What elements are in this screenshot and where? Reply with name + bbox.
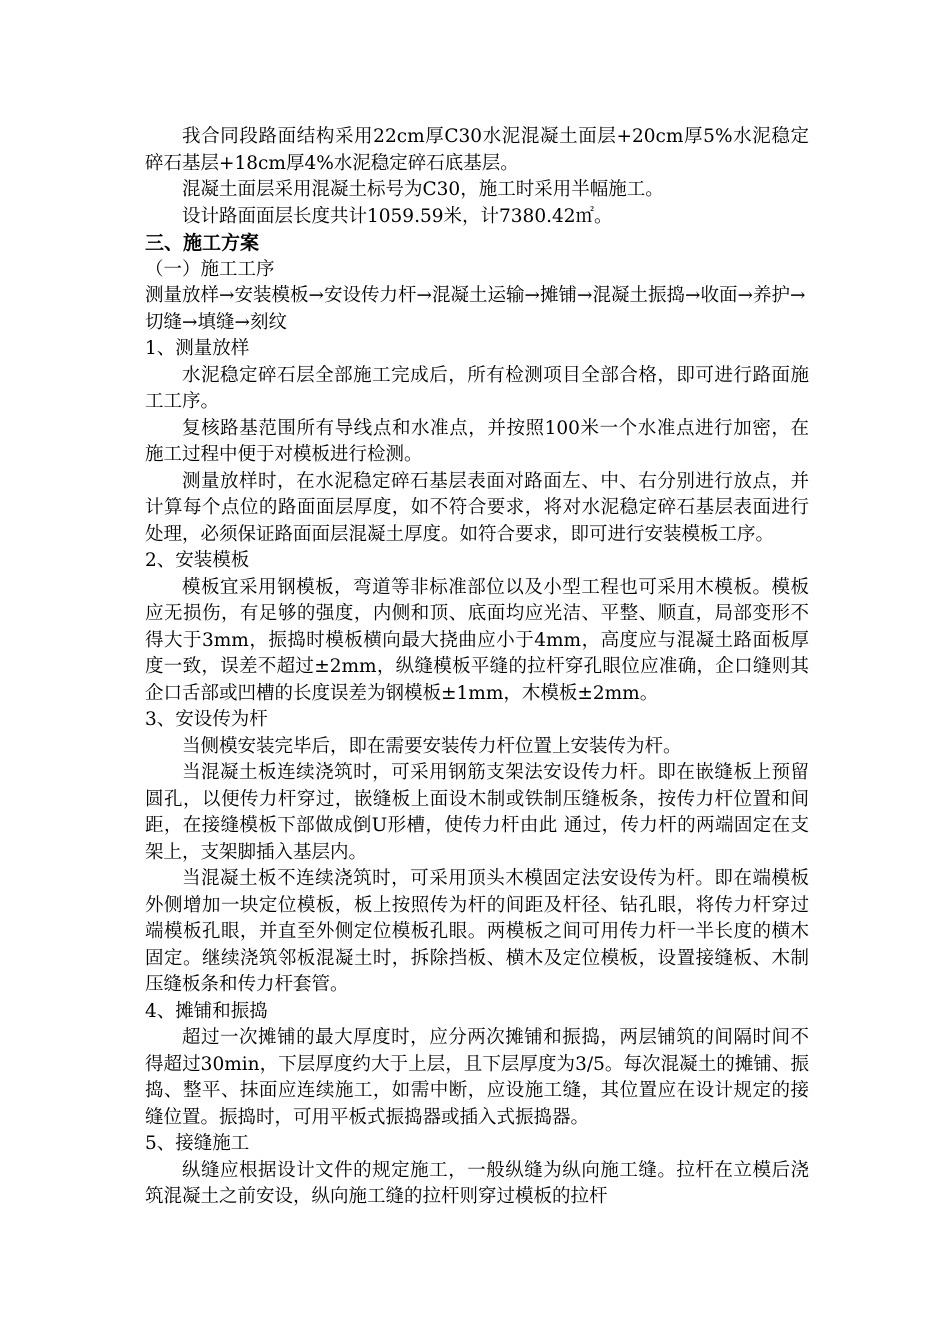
heading-paving-vibration: 4、摊铺和振捣 [145, 1000, 268, 1022]
section-heading-construction-plan: 三、施工方案 [145, 232, 260, 254]
paragraph-joint: 纵缝应根据设计文件的规定施工，一般纵缝为纵向施工缝。拉杆在立模后浇筑混凝土之前安设，纵向施工缝的拉杆则穿过模板的拉杆 [145, 1159, 809, 1207]
paragraph-pavement-structure: 我合同段路面结构采用22cm厚C30水泥混凝土面层+20cm厚5%水泥稳定碎石基层+18cm厚4%水泥稳定碎石底基层。 [145, 126, 809, 174]
heading-survey-layout: 1、测量放样 [145, 338, 250, 359]
paragraph-concrete-grade: 混凝土面层采用混凝土标号为C30，施工时采用半幅施工。 [182, 179, 664, 200]
paragraph-formwork: 模板宜采用钢模板，弯道等非标准部位以及小型工程也可采用木模板。模板应无损伤，有足够的强度，内侧和顶、底面均应光洁、平整、顺直，局部变形不得大于3mm，振捣时模板横向最大挠曲应小于4mm，高度应与混凝土路面板厚度一致，误差不超过±2mm，纵缝模板平缝的拉杆穿孔眼位应准确，企口缝则其企口舌部或凹槽的长度误差为钢模板±1mm，木模板±2mm。 [145, 576, 809, 704]
heading-joint-construction: 5、接缝施工 [145, 1133, 250, 1154]
paragraph-design-length: 设计路面面层长度共计1059.59米，计7380.42㎡。 [182, 205, 613, 227]
paragraph-survey-1: 水泥稳定碎石层全部施工完成后，所有检测项目全部合格，即可进行路面施工工序。 [145, 364, 809, 412]
paragraph-dowel-3: 当混凝土板不连续浇筑时，可采用顶头木模固定法安设传为杆。即在端模板外侧增加一块定位模板，板上按照传为杆的间距及杆径、钻孔眼，将传力杆穿过端模板孔眼，并直至外侧定位模板孔眼。两模板之间可用传力杆一半长度的横木固定。继续浇筑邻板混凝土时，拆除挡板、横木及定位模板，设置接缝板、木制压缝板条和传力杆套管。 [145, 868, 809, 995]
paragraph-survey-2: 复核路基范围所有导线点和水准点，并按照100米一个水准点进行加密，在施工过程中便于对模板进行检测。 [145, 417, 809, 465]
process-flow-text: 测量放样→安装模板→安设传力杆→混凝土运输→摊铺→混凝土振捣→收面→养护→切缝→填缝→刻纹 [145, 285, 806, 333]
paragraph-dowel-1: 当侧模安装完毕后，即在需要安装传力杆位置上安装传为杆。 [182, 735, 682, 757]
paragraph-survey-3: 测量放样时，在水泥稳定碎石基层表面对路面左、中、右分别进行放点，并计算每个点位的路面面层厚度，如不符合要求，将对水泥稳定碎石基层表面进行处理，必须保证路面面层混凝土厚度。如符合要求，即可进行安装模板工序。 [145, 470, 809, 545]
paragraph-dowel-2: 当混凝土板连续浇筑时，可采用钢筋支架法安设传力杆。即在嵌缝板上预留圆孔，以便传力杆穿过，嵌缝板上面设木制或铁制压缝板条，按传力杆位置和间距，在接缝模板下部做成倒U形槽，使传力杆由此 通过，传力杆的两端固定在支架上，支架脚插入基层内。 [145, 762, 809, 863]
paragraph-paving: 超过一次摊铺的最大厚度时，应分两次摊铺和振捣，两层铺筑的间隔时间不得超过30min，下层厚度约大于上层，且下层厚度为3/5。每次混凝土的摊铺、振捣、整平、抹面应连续施工，如需中断，应设施工缝，其位置应在设计规定的接缝位置。振捣时，可用平板式振捣器或插入式振捣器。 [145, 1027, 809, 1128]
heading-dowel-bar: 3、安设传为杆 [145, 709, 268, 730]
heading-formwork-installation: 2、安装模板 [145, 550, 250, 571]
document-page [145, 124, 809, 1211]
subheading-construction-process: （一）施工工序 [145, 258, 275, 280]
